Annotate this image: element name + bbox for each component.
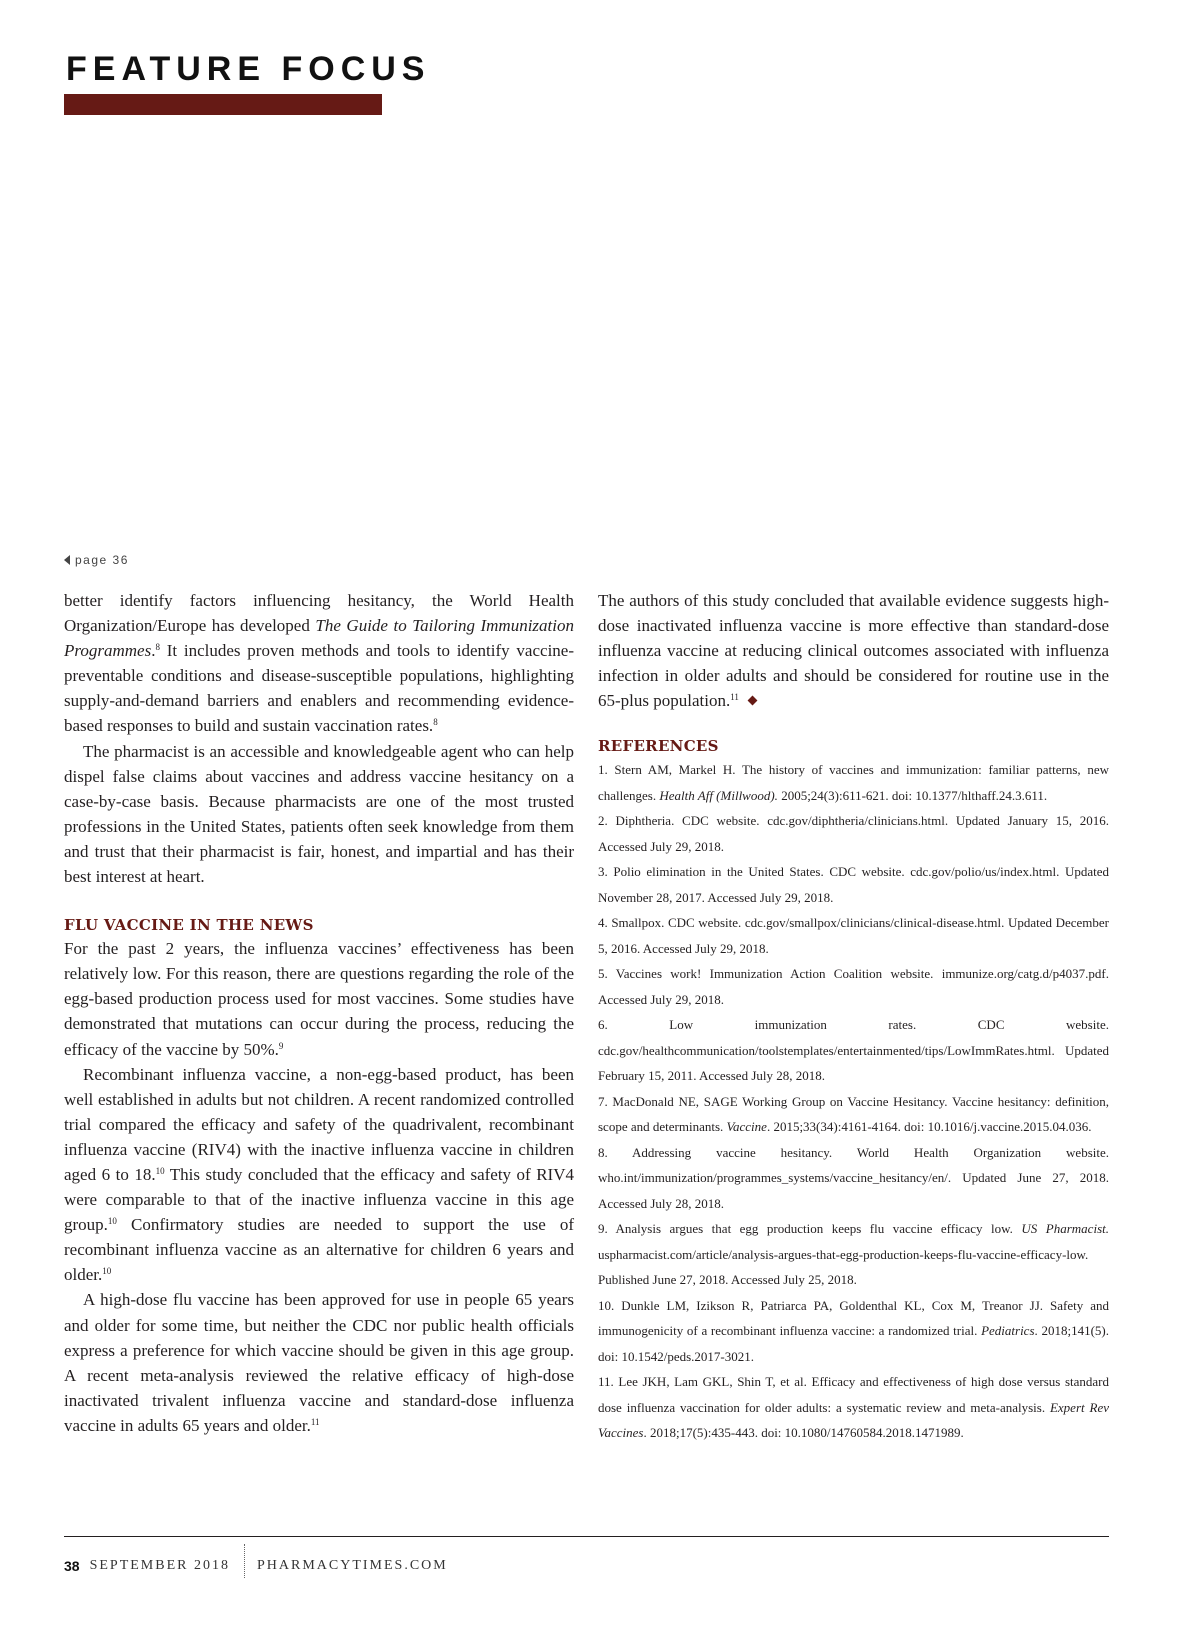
reference-item: 7. MacDonald NE, SAGE Working Group on Vaccine Hesitancy. Vaccine hesitancy: definition, scope and determinants. Vaccine. 2015;33(34):4161-4164. doi: 10.1016/j.vaccine.2015.04.036. bbox=[598, 1093, 1109, 1135]
page-footer bbox=[64, 1554, 448, 1578]
section-heading: FLU VACCINE IN THE NEWS bbox=[64, 916, 314, 935]
section-title-bar bbox=[64, 94, 382, 115]
end-mark-icon bbox=[747, 696, 757, 706]
section-header bbox=[66, 52, 430, 86]
paragraph: A high-dose flu vaccine has been approved for use in people 65 years and older for some time, but neither the CDC nor public health officials express a preference for which vaccine should be given in this age group. A recent meta-analysis reviewed the relative efficacy of high-dose inactivated trivalent influenza vaccine and standard-dose influenza vaccine in adults 65 years and older.$^{11}$ bbox=[64, 1290, 574, 1435]
reference-item: 2. Diphtheria. CDC website. cdc.gov/diphtheria/clinicians.html. Updated January 15, 2016. Accessed July 29, 2018. bbox=[598, 813, 1109, 854]
paragraph: For the past 2 years, the influenza vaccines’ effectiveness has been relatively low. For this reason, there are questions regarding the role of the egg-based production process used for most vaccines. Some studies have demonstrated that mutations can occur during the process, reducing the efficacy of the vaccine by 50%.$^9$ bbox=[64, 939, 574, 1059]
reference-item: 9. Analysis argues that egg production keeps flu vaccine efficacy low. US Pharmacist. uspharmacist.com/article/analysis-argues-that-egg-production-keeps-flu-vaccine-efficacy-low. Published June 27, 2018. Accessed July 25, 2018. bbox=[598, 1221, 1109, 1288]
paragraph: The pharmacist is an accessible and knowledgeable agent who can help dispel false claims about vaccines and address vaccine hesitancy on a case-by-case basis. Because pharmacists are one of the most trusted professions in the United States, patients often seek knowledge from them and trust that their pharmacist is fair, honest, and impartial and has their best interest at heart. bbox=[64, 741, 574, 887]
paragraph: better identify factors influencing hesitancy, the World Health Organization/Europe has developed The Guide to Tailoring Immunization Programmes.$^8$ It includes proven methods and tools to identify vaccine-preventable conditions and disease-susceptible populations, highlighting supply-and-demand barriers and enablers and recommending evidence-based responses to build and sustain vaccination rates.$^8$ bbox=[64, 591, 574, 736]
left-column bbox=[64, 588, 574, 1438]
reference-item: 8. Addressing vaccine hesitancy. World Health Organization website. who.int/immunization/programmes_systems/vaccine_hesitancy/en/. Updated June 27, 2018. Accessed July 28, 2018. bbox=[598, 1144, 1109, 1211]
reference-item: 5. Vaccines work! Immunization Action Coalition website. immunize.org/catg.d/p4037.pdf. Accessed July 29, 2018. bbox=[598, 966, 1109, 1007]
reference-item: 3. Polio elimination in the United States. CDC website. cdc.gov/polio/us/index.html. Updated November 28, 2017. Accessed July 29, 2018. bbox=[598, 864, 1109, 905]
footer-divider-line bbox=[64, 1536, 1109, 1537]
website-link[interactable]: PHARMACYTIMES.COM bbox=[256, 1558, 448, 1573]
reference-item: 10. Dunkle LM, Izikson R, Patriarca PA, Goldenthal KL, Cox M, Treanor JJ. Safety and immunogenicity of a recombinant influenza vaccine: a randomized trial. Pediatrics. 2018;141(5). doi: 10.1542/peds.2017-3021. bbox=[598, 1297, 1109, 1364]
page-number: 38 bbox=[64, 1558, 80, 1574]
reference-item: 6. Low immunization rates. CDC website. cdc.gov/healthcommunication/toolstemplates/entertainmented/tips/LowImmRates.html. Updated February 15, 2011. Accessed July 28, 2018. bbox=[598, 1017, 1109, 1084]
reference-item: 11. Lee JKH, Lam GKL, Shin T, et al. Efficacy and effectiveness of high dose versus standard dose influenza vaccination for older adults: a systematic review and meta-analysis. Expert Rev Vaccines. 2018;17(5):435-443. doi: 10.1080/14760584.2018.1471989. bbox=[598, 1374, 1109, 1441]
references-heading: REFERENCES bbox=[598, 737, 719, 756]
right-column bbox=[598, 588, 1109, 1446]
footer-separator bbox=[244, 1544, 245, 1578]
section-title: FEATURE FOCUS bbox=[66, 50, 431, 88]
paragraph: The authors of this study concluded that available evidence suggests high-dose inactivated influenza vaccine is more effective than standard-dose influenza vaccine at reducing clinical outcomes associated with influenza infection in older adults and should be considered for routine use in the 65-plus population.$^{11}$ bbox=[598, 591, 1109, 711]
issue-date: SEPTEMBER 2018 bbox=[89, 1558, 230, 1573]
reference-item: 1. Stern AM, Markel H. The history of vaccines and immunization: familiar patterns, new challenges. Health Aff (Millwood). 2005;24(3):611-621. doi: 10.1377/hlthaff.24.3.611. bbox=[598, 762, 1109, 803]
references-list bbox=[598, 757, 1109, 1446]
paragraph: Recombinant influenza vaccine, a non-egg-based product, has been well established in adults but not children. A recent randomized controlled trial compared the efficacy and safety of the quadrivalent, recombinant influenza vaccine (RIV4) with the inactive influenza vaccine in children aged 6 to 18.10 This study concluded that the efficacy and safety of RIV4 were comparable to that of the inactive influenza vaccine in this age group.$^{10}$ Confirmatory studies are needed to support the use of recombinant influenza vaccine as an alternative for children 6 years and older.$^{10}$ bbox=[64, 1064, 574, 1285]
continued-from-label: page 36 bbox=[75, 553, 129, 567]
continued-from-link[interactable] bbox=[64, 553, 129, 567]
left-arrow-icon bbox=[64, 555, 70, 565]
reference-item: 4. Smallpox. CDC website. cdc.gov/smallpox/clinicians/clinical-disease.html. Updated December 5, 2016. Accessed July 29, 2018. bbox=[598, 915, 1109, 956]
